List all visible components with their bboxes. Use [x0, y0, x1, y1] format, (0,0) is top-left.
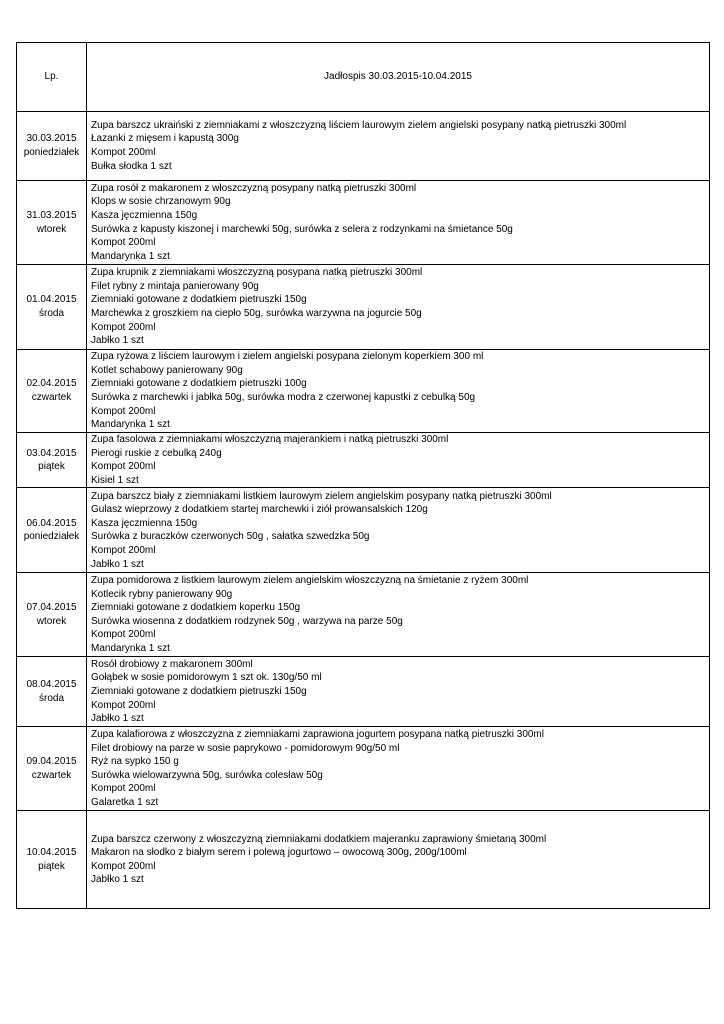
- menu-item: Bułka słodka 1 szt: [91, 160, 172, 172]
- day-weekday: czwartek: [31, 769, 72, 781]
- day-date: 10.04.2015: [26, 847, 77, 859]
- day-weekday: poniedziałek: [23, 531, 80, 543]
- menu-item: Mandarynka 1 szt: [91, 250, 170, 262]
- menu-item: Kompot 200ml: [91, 860, 156, 872]
- menu-item: Kasza jęczmienna 150g: [91, 517, 198, 529]
- day-menu-items: [87, 573, 710, 657]
- day-date-cell: [17, 657, 87, 727]
- menu-item: Surówka z kapusty kiszonej i marchewki 50g, surówka z selera z rodzynkami na śmietance 50g: [91, 223, 513, 235]
- menu-item: Kompot 200ml: [91, 629, 156, 641]
- menu-item: Jabłko 1 szt: [91, 335, 144, 347]
- menu-item: Kompot 200ml: [91, 699, 156, 711]
- day-menu-items: [87, 350, 710, 433]
- day-row: [17, 811, 710, 909]
- menu-item: Ziemniaki gotowane z dodatkiem pietruszki 100g: [91, 378, 307, 390]
- day-date-cell: [17, 811, 87, 909]
- menu-title: Jadłospis 30.03.2015-10.04.2015: [87, 43, 710, 112]
- menu-item: Łazanki z mięsem i kapustą 300g: [91, 133, 239, 145]
- day-weekday: wtorek: [36, 615, 67, 627]
- menu-item: Kotlecik rybny panierowany 90g: [91, 588, 233, 600]
- day-row: [17, 265, 710, 350]
- menu-item: Jabłko 1 szt: [91, 558, 144, 570]
- day-date: 02.04.2015: [26, 378, 77, 390]
- menu-item: Gołąbek w sosie pomidorowym 1 szt ok. 130g/50 ml: [91, 672, 322, 684]
- day-date-cell: [17, 350, 87, 433]
- menu-item: Mandarynka 1 szt: [91, 419, 170, 431]
- day-row: [17, 350, 710, 433]
- day-weekday: środa: [38, 308, 64, 319]
- day-menu-items: [87, 488, 710, 573]
- menu-item: Kompot 200ml: [91, 461, 156, 473]
- menu-item: Zupa krupnik z ziemniakami włoszczyzną posypana natką pietruszki 300ml: [91, 267, 423, 279]
- day-row: [17, 181, 710, 265]
- day-weekday: środa: [38, 692, 64, 704]
- day-weekday: poniedziałek: [23, 147, 80, 158]
- menu-item: Kompot 200ml: [91, 405, 156, 417]
- menu-item: Kompot 200ml: [91, 783, 156, 795]
- day-date: 30.03.2015: [26, 133, 77, 145]
- menu-item: Kompot 200ml: [91, 237, 156, 249]
- day-date: 03.04.2015: [26, 447, 77, 459]
- menu-item: Kasza jęczmienna 150g: [91, 209, 198, 221]
- menu-item: Kompot 200ml: [91, 544, 156, 556]
- day-row: [17, 573, 710, 657]
- menu-item: Ziemniaki gotowane z dodatkiem koperku 150g: [91, 602, 301, 614]
- day-menu-items: [87, 265, 710, 350]
- menu-item: Surówka z marchewki i jabłka 50g, surówka modra z czerwonej kapustki z cebulką 50g: [91, 392, 476, 403]
- day-date: 07.04.2015: [26, 602, 77, 614]
- menu-item: Mandarynka 1 szt: [91, 643, 170, 655]
- menu-item: Zupa ryżowa z liściem laurowym i zielem angielski posypana zielonym koperkiem 300 ml: [91, 351, 484, 363]
- day-date-cell: [17, 265, 87, 350]
- menu-item: Surówka wielowarzywna 50g, surówka colesław 50g: [91, 769, 323, 781]
- day-menu-items: [87, 811, 710, 909]
- menu-item: Galaretka 1 szt: [91, 797, 159, 809]
- menu-item: Zupa barszcz biały z ziemniakami listkiem laurowym zielem angielskim posypany natką pietruszki 300ml: [91, 490, 552, 502]
- day-row: [17, 433, 710, 488]
- menu-item: Zupa fasolowa z ziemniakami włoszczyzną majerankiem i natką pietruszki 300ml: [91, 434, 449, 445]
- header-row: [17, 43, 710, 112]
- lp-header: Lp.: [17, 43, 87, 112]
- menu-item: Kompot 200ml: [91, 147, 156, 158]
- menu-body: [17, 112, 710, 909]
- menu-item: Kisiel 1 szt: [91, 474, 139, 486]
- day-date: 06.04.2015: [26, 517, 77, 529]
- day-date-cell: [17, 727, 87, 811]
- menu-item: Surówka wiosenna z dodatkiem rodzynek 50g , warzywa na parze 50g: [91, 615, 403, 627]
- day-weekday: wtorek: [36, 223, 67, 235]
- day-date: 08.04.2015: [26, 679, 77, 691]
- menu-item: Zupa barszcz czerwony z włoszczyzną ziemniakami dodatkiem majeranku zaprawiony śmietaną 300ml: [91, 833, 547, 845]
- menu-item: Kotlet schabowy panierowany 90g: [91, 364, 243, 376]
- day-menu-items: [87, 727, 710, 811]
- day-date: 01.04.2015: [26, 294, 77, 306]
- menu-item: Gulasz wieprzowy z dodatkiem startej marchewki i ziół prowansalskich 120g: [91, 504, 428, 516]
- menu-item: Pierogi ruskie z cebulką 240g: [91, 447, 222, 459]
- menu-item: Rosół drobiowy z makaronem 300ml: [91, 658, 253, 670]
- menu-item: Filet rybny z mintaja panierowany 90g: [91, 280, 259, 292]
- day-date-cell: [17, 181, 87, 265]
- day-menu-items: [87, 657, 710, 727]
- menu-item: Zupa barszcz ukraiński z ziemniakami z włoszczyzną liściem laurowym zielem angielski posypany natką pietruszki 300ml: [91, 119, 627, 131]
- menu-item: Zupa kalafiorowa z włoszczyzna z ziemniakami zaprawiona jogurtem posypana natką pietruszki 300ml: [91, 729, 544, 741]
- menu-item: Filet drobiowy na parze w sosie paprykowo - pomidorowym 90g/50 ml: [91, 742, 400, 754]
- menu-item: Zupa pomidorowa z listkiem laurowym zielem angielskim włoszczyzną na śmietanie z ryżem 300ml: [91, 575, 529, 587]
- day-date-cell: [17, 573, 87, 657]
- day-weekday: piątek: [38, 461, 65, 473]
- day-menu-items: [87, 433, 710, 488]
- day-menu-items: [87, 181, 710, 265]
- day-weekday: czwartek: [31, 392, 72, 403]
- day-row: [17, 488, 710, 573]
- day-row: [17, 112, 710, 181]
- menu-item: Makaron na słodko z białym serem i polewą jogurtowo – owocową 300g, 200g/100ml: [91, 847, 467, 859]
- menu-item: Ziemniaki gotowane z dodatkiem pietruszki 150g: [91, 686, 307, 698]
- day-date-cell: [17, 112, 87, 181]
- menu-item: Ryż na sypko 150 g: [91, 756, 179, 768]
- day-menu-items: [87, 112, 710, 181]
- menu-item: Jabłko 1 szt: [91, 713, 144, 725]
- menu-item: Marchewka z groszkiem na ciepło 50g, surówka warzywna na jogurcie 50g: [91, 308, 422, 319]
- day-row: [17, 727, 710, 811]
- menu-table: [16, 42, 710, 909]
- menu-item: Surówka z buraczków czerwonych 50g , sałatka szwedzka 50g: [91, 531, 370, 543]
- day-weekday: piątek: [38, 860, 65, 872]
- menu-item: Klops w sosie chrzanowym 90g: [91, 196, 231, 208]
- menu-item: Kompot 200ml: [91, 321, 156, 333]
- day-date: 31.03.2015: [26, 209, 77, 221]
- day-date: 09.04.2015: [26, 756, 77, 768]
- menu-item: Ziemniaki gotowane z dodatkiem pietruszki 150g: [91, 294, 307, 306]
- menu-item: Zupa rosół z makaronem z włoszczyzną posypany natką pietruszki 300ml: [91, 182, 417, 194]
- menu-item: Jabłko 1 szt: [91, 874, 144, 886]
- day-date-cell: [17, 433, 87, 488]
- day-row: [17, 657, 710, 727]
- day-date-cell: [17, 488, 87, 573]
